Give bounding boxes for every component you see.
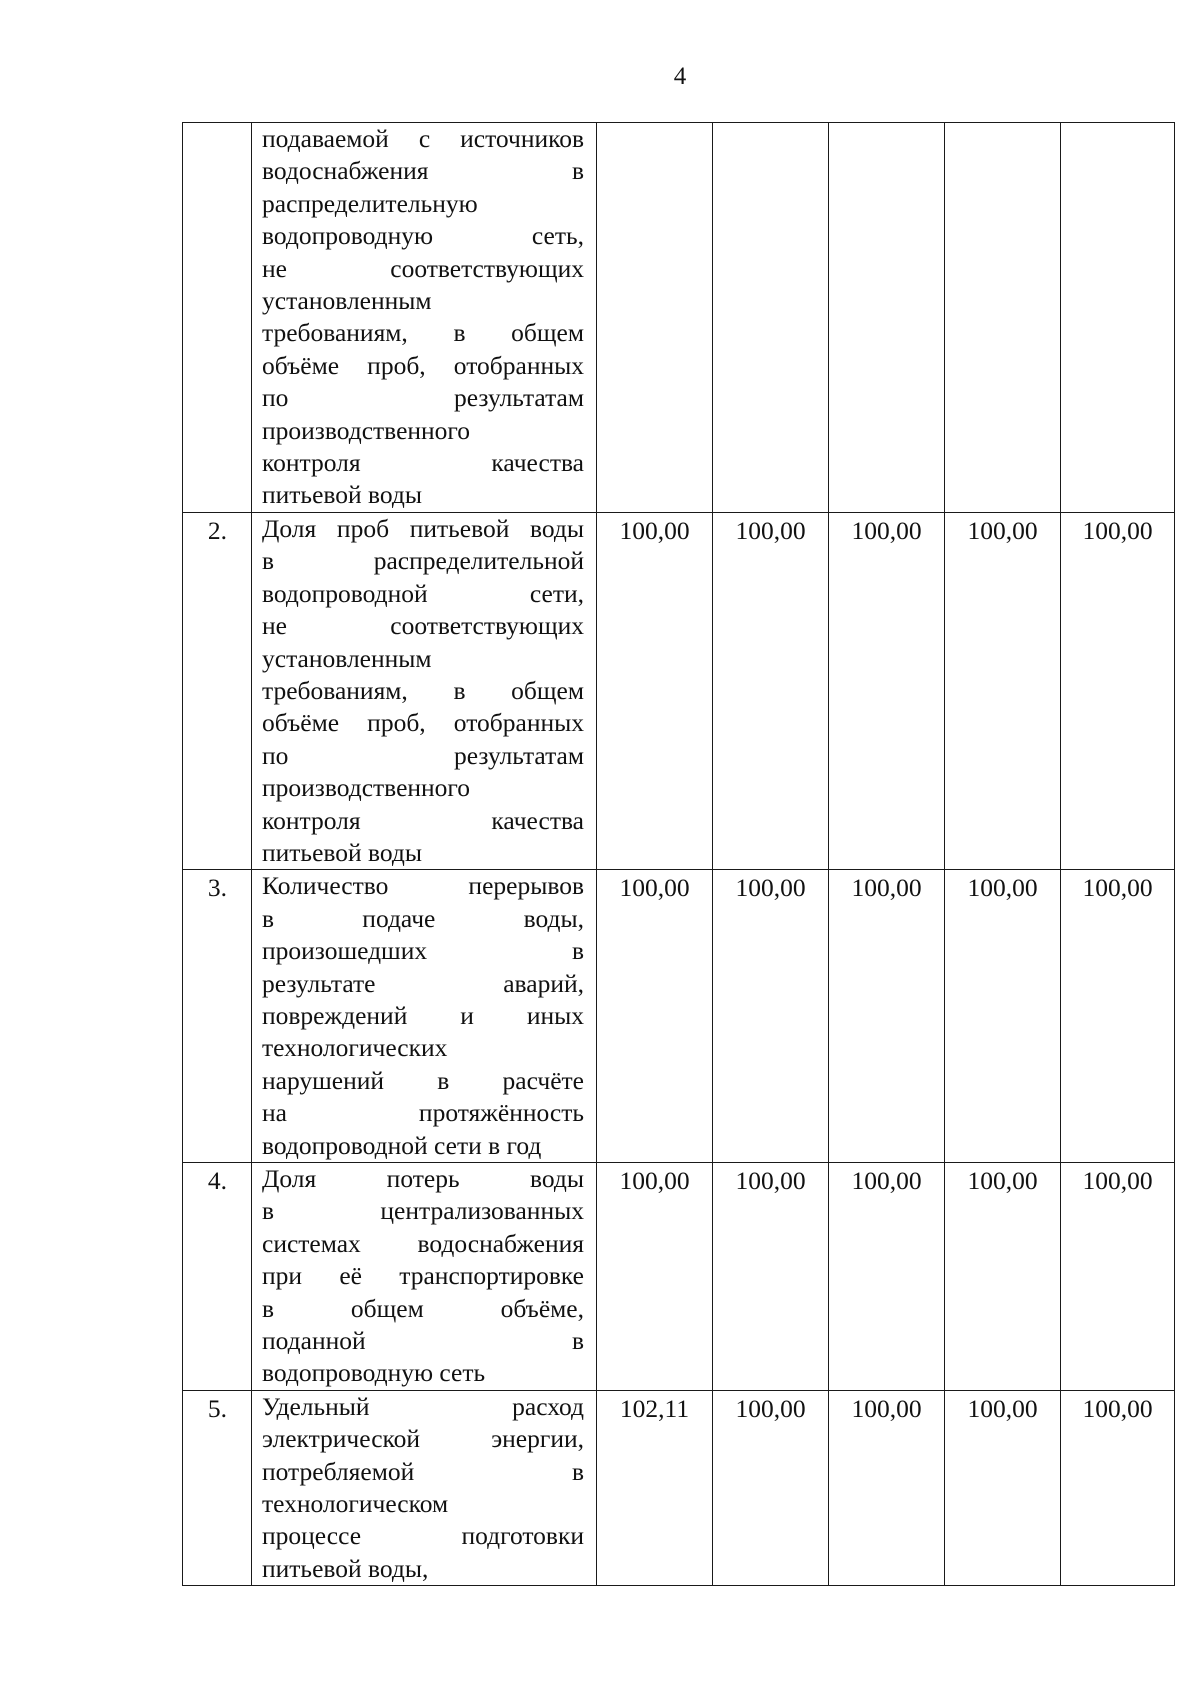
description-line: нарушений в расчёте (262, 1065, 584, 1095)
description-line: установленным (262, 643, 432, 673)
indicator-value: 102,11 (597, 1390, 713, 1585)
description-line: питьевой воды (262, 837, 423, 867)
description-line: в подаче воды, (262, 903, 584, 933)
description-line: Удельный расход (262, 1391, 584, 1421)
indicators-table (182, 122, 1175, 1586)
indicator-value (1061, 123, 1175, 513)
indicator-value: 100,00 (713, 1163, 829, 1391)
description-line: на протяжённость (262, 1098, 584, 1128)
indicator-value: 100,00 (945, 870, 1061, 1163)
indicator-value: 100,00 (945, 1163, 1061, 1391)
indicator-description (252, 870, 597, 1163)
description-line: по результатам (262, 740, 584, 770)
description-line: в общем объёме, (262, 1293, 584, 1323)
description-line: водоснабжения в (262, 156, 584, 186)
description-line: Количество перерывов (262, 871, 584, 901)
description-line: в распределительной (262, 546, 584, 576)
description-line: водопроводной сети, (262, 578, 584, 608)
description-line: водопроводную сеть (262, 1358, 486, 1388)
indicator-description (252, 1163, 597, 1391)
description-line: водопроводной сети в год (262, 1130, 542, 1160)
indicator-value: 100,00 (829, 1390, 945, 1585)
description-line: производственного (262, 415, 471, 445)
indicator-description (252, 123, 597, 513)
indicator-value: 100,00 (829, 870, 945, 1163)
description-line: электрической энергии, (262, 1424, 584, 1454)
indicator-value: 100,00 (945, 1390, 1061, 1585)
description-line: производственного (262, 773, 471, 803)
description-line: установленным (262, 286, 432, 316)
row-number: 3. (183, 870, 252, 1163)
indicator-value: 100,00 (597, 512, 713, 869)
row-number (183, 123, 252, 513)
description-line: по результатам (262, 383, 584, 413)
page-number: 4 (673, 63, 687, 90)
indicator-value (713, 123, 829, 513)
indicator-value: 100,00 (1061, 1163, 1175, 1391)
description-line: потребляемой в (262, 1456, 584, 1486)
description-line: результате аварий, (262, 968, 584, 998)
description-line: технологическом (262, 1489, 449, 1519)
description-line: объёме проб, отобранных (262, 350, 584, 380)
indicator-value: 100,00 (829, 1163, 945, 1391)
table-row (183, 1163, 1175, 1391)
row-number: 4. (183, 1163, 252, 1391)
description-line: водопроводную сеть, (262, 221, 584, 251)
indicator-value (597, 123, 713, 513)
indicator-value: 100,00 (713, 870, 829, 1163)
table-row (183, 1390, 1175, 1585)
indicator-value: 100,00 (1061, 512, 1175, 869)
description-line: контроля качества (262, 448, 584, 478)
indicator-value: 100,00 (1061, 870, 1175, 1163)
indicator-value: 100,00 (1061, 1390, 1175, 1585)
indicator-description (252, 1390, 597, 1585)
description-line: подаваемой с источников (262, 124, 584, 153)
indicator-value (945, 123, 1061, 513)
description-line: поданной в (262, 1326, 584, 1356)
description-line: технологических (262, 1033, 448, 1063)
description-line: повреждений и иных (262, 1000, 584, 1030)
description-line: питьевой воды (262, 480, 423, 510)
description-line: системах водоснабжения (262, 1228, 584, 1258)
indicator-description (252, 512, 597, 869)
indicator-value: 100,00 (713, 512, 829, 869)
row-number: 2. (183, 512, 252, 869)
description-line: процессе подготовки (262, 1521, 584, 1551)
indicator-value: 100,00 (597, 870, 713, 1163)
table-row (183, 512, 1175, 869)
description-line: питьевой воды, (262, 1553, 429, 1583)
row-number: 5. (183, 1390, 252, 1585)
description-line: в централизованных (262, 1196, 584, 1226)
description-line: при её транспортировке (262, 1261, 584, 1291)
description-line: произошедших в (262, 936, 584, 966)
indicator-value: 100,00 (713, 1390, 829, 1585)
table-row (183, 123, 1175, 513)
description-line: не соответствующих (262, 611, 584, 641)
indicator-value (829, 123, 945, 513)
description-line: контроля качества (262, 805, 584, 835)
description-line: требованиям, в общем (262, 675, 584, 705)
description-line: Доля потерь воды (262, 1164, 584, 1193)
description-line: Доля проб питьевой воды (262, 513, 584, 543)
description-line: не соответствующих (262, 253, 584, 283)
indicator-value: 100,00 (829, 512, 945, 869)
description-line: требованиям, в общем (262, 318, 584, 348)
description-line: объёме проб, отобранных (262, 708, 584, 738)
table-row (183, 870, 1175, 1163)
indicator-value: 100,00 (597, 1163, 713, 1391)
indicator-value: 100,00 (945, 512, 1061, 869)
description-line: распределительную (262, 188, 478, 218)
